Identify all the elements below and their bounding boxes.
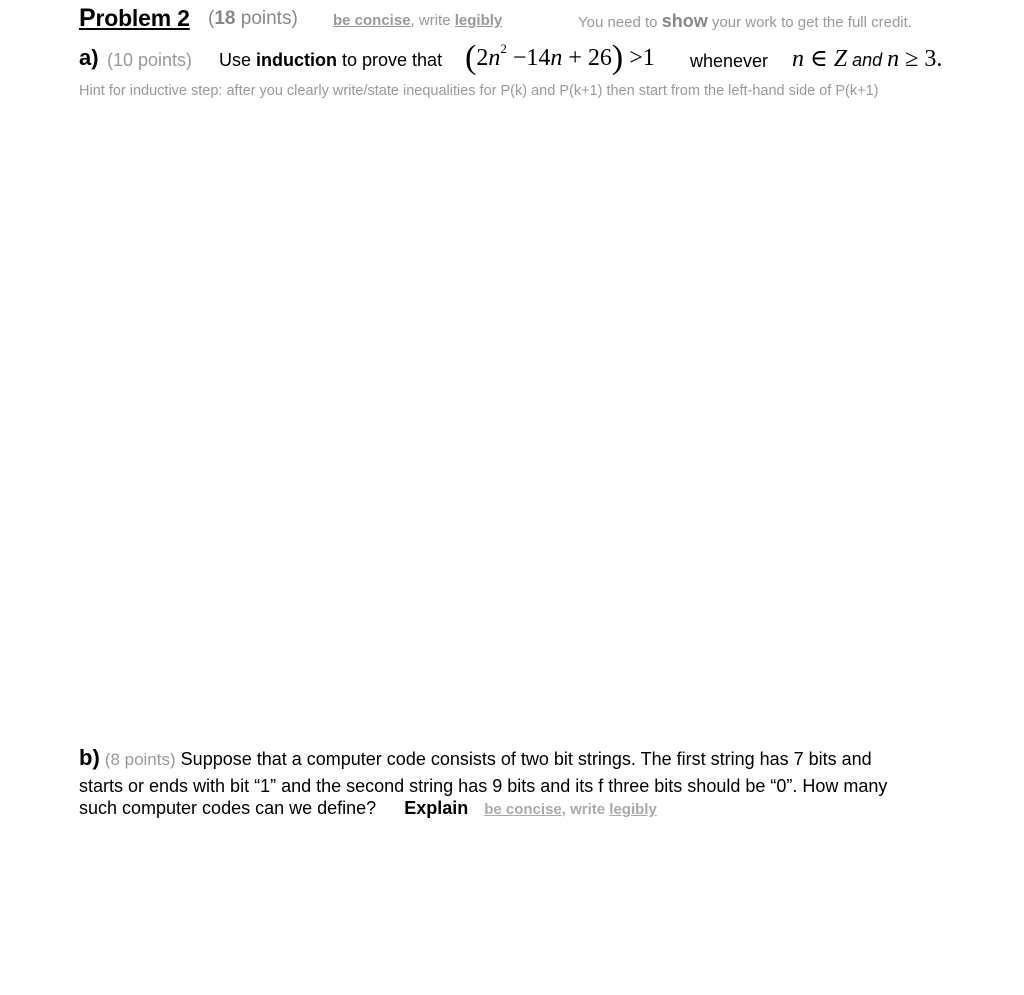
explain-label: Explain bbox=[404, 798, 469, 818]
part-a-prompt: Use induction to prove that bbox=[219, 50, 443, 70]
concise-instruction: be concise, write legibly bbox=[333, 12, 503, 29]
part-b-points: (8 points) bbox=[104, 750, 176, 769]
show-work-note: You need to show your work to get the full credit. bbox=[578, 11, 912, 31]
whenever-text: whenever bbox=[690, 51, 769, 71]
part-b-label: b) bbox=[79, 745, 100, 770]
part-a-label: a) bbox=[79, 45, 99, 70]
part-a-condition: n ∈ Z and n ≥ 3. bbox=[792, 46, 943, 72]
part-b-line-1: b) (8 points) Suppose that a computer code consists of two bit strings. The first string has 7 bits and bbox=[79, 745, 872, 770]
part-b-line-2: starts or ends with bit “1” and the second string has 9 bits and its f three bits should be “0”. How many bbox=[79, 776, 888, 796]
problem-title: Problem 2 bbox=[79, 4, 190, 32]
part-b-line-3: such computer codes can we define? Explain be concise, write legibly bbox=[79, 798, 657, 818]
part-a-expression: $(2n^2 -14n + 26) >1$ bbox=[465, 39, 655, 76]
problem-header bbox=[79, 4, 959, 34]
part-b-concise: be concise, write legibly bbox=[484, 801, 657, 818]
problem-points: (18 points) bbox=[208, 8, 298, 29]
part-a-hint: Hint for inductive step: after you clearly write/state inequalities for P(k) and P(k+1) then start from the left-hand side of P(k+1) bbox=[79, 83, 879, 99]
part-a bbox=[79, 36, 979, 76]
part-a-points: (10 points) bbox=[107, 50, 193, 70]
